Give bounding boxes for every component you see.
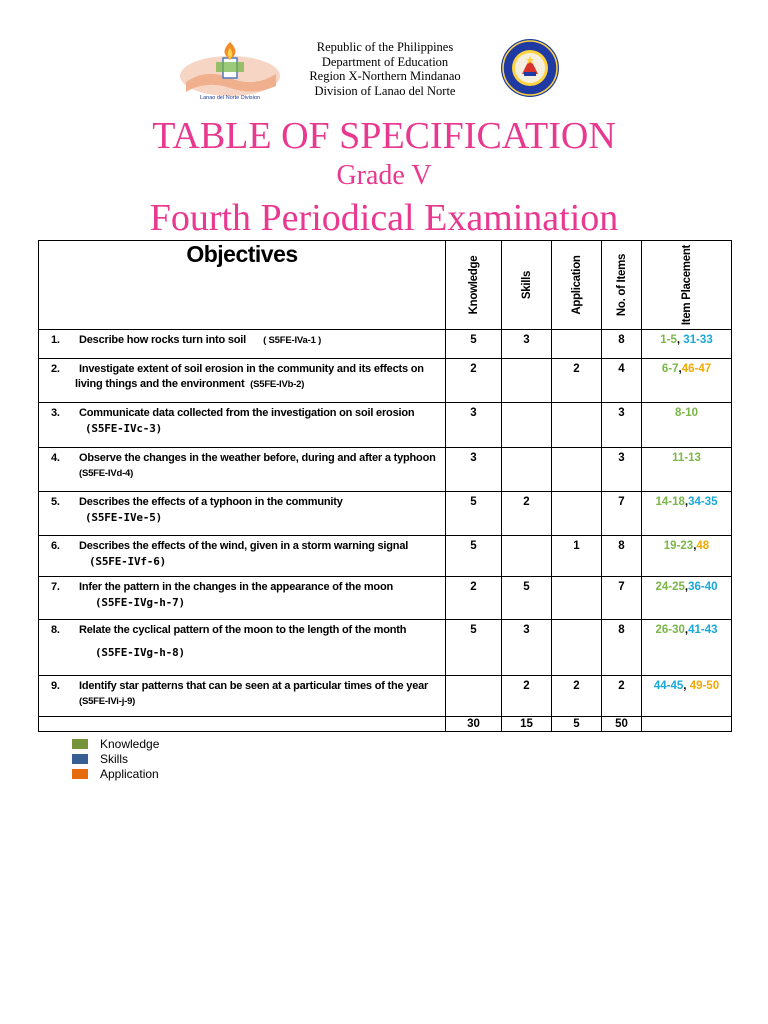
item-placement: 6-7,46-47 bbox=[642, 359, 732, 403]
skills-count bbox=[502, 448, 552, 492]
knowledge-count: 2 bbox=[446, 359, 502, 403]
table-row bbox=[39, 620, 732, 676]
application-total: 5 bbox=[552, 717, 602, 732]
division-logo bbox=[176, 38, 284, 102]
items-count: 4 bbox=[602, 359, 642, 403]
items-count: 3 bbox=[602, 448, 642, 492]
application-count bbox=[552, 577, 602, 620]
table-row bbox=[39, 403, 732, 448]
objective-cell: 2. Investigate extent of soil erosion in the community and its effects on living things and the environment (S5FE-IVb-2) bbox=[39, 359, 446, 403]
application-count: 1 bbox=[552, 536, 602, 577]
legend bbox=[72, 736, 159, 781]
totals-label-cell bbox=[39, 717, 446, 732]
item-placement: 19-23,48 bbox=[642, 536, 732, 577]
placement-total-cell bbox=[642, 717, 732, 732]
skills-count: 2 bbox=[502, 676, 552, 717]
competency-code: (S5FE-IVe-5) bbox=[85, 511, 163, 524]
legend-item bbox=[72, 766, 159, 781]
skills-total: 15 bbox=[502, 717, 552, 732]
legend-swatch-skills bbox=[72, 754, 88, 764]
competency-code: ( S5FE-IVa-1 ) bbox=[263, 335, 322, 346]
skills-count: 2 bbox=[502, 492, 552, 536]
objective-cell: 5. Describes the effects of a typhoon in the community (S5FE-IVe-5) bbox=[39, 492, 446, 536]
objectives-header: Objectives bbox=[39, 241, 446, 330]
legend-item bbox=[72, 751, 159, 766]
header-line: Republic of the Philippines bbox=[316, 40, 454, 54]
svg-text:Lanao del Norte Division: Lanao del Norte Division bbox=[200, 95, 260, 101]
competency-code: (S5FE-IVd-4) bbox=[79, 468, 134, 479]
header-line: Division of Lanao del Norte bbox=[314, 83, 456, 98]
competency-code: (S5FE-IVf-6) bbox=[89, 555, 167, 568]
knowledge-count: 5 bbox=[446, 330, 502, 359]
table-header-row bbox=[39, 241, 732, 330]
objective-cell: 3. Communicate data collected from the investigation on soil erosion (S5FE-IVc-3) bbox=[39, 403, 446, 448]
objective-cell: 8. Relate the cyclical pattern of the moon to the length of the month (S5FE-IVg-h-8) bbox=[39, 620, 446, 676]
skills-count bbox=[502, 359, 552, 403]
application-count bbox=[552, 448, 602, 492]
knowledge-total: 30 bbox=[446, 717, 502, 732]
item-placement: 11-13 bbox=[642, 448, 732, 492]
items-header: No. of Items bbox=[602, 241, 642, 330]
skills-count: 3 bbox=[502, 620, 552, 676]
application-count: 2 bbox=[552, 676, 602, 717]
application-header: Application bbox=[552, 241, 602, 330]
application-count bbox=[552, 403, 602, 448]
knowledge-count: 5 bbox=[446, 620, 502, 676]
objective-cell: 7. Infer the pattern in the changes in the appearance of the moon (S5FE-IVg-h-7) bbox=[39, 577, 446, 620]
item-placement: 14-18,34-35 bbox=[642, 492, 732, 536]
knowledge-count: 3 bbox=[446, 448, 502, 492]
item-placement: 8-10 bbox=[642, 403, 732, 448]
items-count: 2 bbox=[602, 676, 642, 717]
specification-table bbox=[38, 240, 732, 732]
items-count: 7 bbox=[602, 577, 642, 620]
items-total: 50 bbox=[602, 717, 642, 732]
competency-code: (S5FE-IVg-h-8) bbox=[95, 646, 185, 659]
objective-cell: 6. Describes the effects of the wind, given in a storm warning signal (S5FE-IVf-6) bbox=[39, 536, 446, 577]
placement-header: Item Placement bbox=[642, 241, 732, 330]
header-line: Region X-Northern Mindanao bbox=[309, 69, 461, 83]
knowledge-header: Knowledge bbox=[446, 241, 502, 330]
totals-row bbox=[39, 717, 732, 732]
items-count: 8 bbox=[602, 536, 642, 577]
grade-level: Grade V bbox=[336, 160, 432, 191]
skills-header: Skills bbox=[502, 241, 552, 330]
legend-item bbox=[72, 736, 159, 751]
deped-seal bbox=[500, 38, 560, 98]
item-placement: 1-5, 31-33 bbox=[642, 330, 732, 359]
application-count: 2 bbox=[552, 359, 602, 403]
agency-header bbox=[270, 40, 500, 98]
items-count: 8 bbox=[602, 620, 642, 676]
exam-title: Fourth Periodical Examination bbox=[149, 197, 619, 239]
legend-label: Knowledge bbox=[100, 736, 160, 751]
skills-count: 5 bbox=[502, 577, 552, 620]
skills-count bbox=[502, 536, 552, 577]
legend-label: Application bbox=[100, 766, 159, 781]
knowledge-count bbox=[446, 676, 502, 717]
table-row bbox=[39, 676, 732, 717]
knowledge-count: 3 bbox=[446, 403, 502, 448]
item-placement: 24-25,36-40 bbox=[642, 577, 732, 620]
table-row bbox=[39, 577, 732, 620]
item-placement: 44-45, 49-50 bbox=[642, 676, 732, 717]
document-title: TABLE OF SPECIFICATION bbox=[152, 115, 616, 157]
competency-code: (S5FE-IVb-2) bbox=[250, 379, 305, 390]
legend-swatch-knowledge bbox=[72, 739, 88, 749]
knowledge-count: 5 bbox=[446, 536, 502, 577]
table-row bbox=[39, 536, 732, 577]
item-placement: 26-30,41-43 bbox=[642, 620, 732, 676]
legend-label: Skills bbox=[100, 751, 129, 766]
header-line: Department of Education bbox=[321, 54, 449, 69]
table-row bbox=[39, 492, 732, 536]
table-row bbox=[39, 448, 732, 492]
application-count bbox=[552, 330, 602, 359]
knowledge-count: 2 bbox=[446, 577, 502, 620]
items-count: 8 bbox=[602, 330, 642, 359]
objective-cell: 1. Describe how rocks turn into soil ( S5FE-IVa-1 ) bbox=[39, 330, 446, 359]
application-count bbox=[552, 620, 602, 676]
skills-count: 3 bbox=[502, 330, 552, 359]
competency-code: (S5FE-IVc-3) bbox=[85, 422, 163, 435]
skills-count bbox=[502, 403, 552, 448]
items-count: 7 bbox=[602, 492, 642, 536]
competency-code: (S5FE-IVi-j-9) bbox=[79, 696, 136, 707]
legend-swatch-application bbox=[72, 769, 88, 779]
objective-cell: 9. Identify star patterns that can be seen at a particular times of the year (S5FE-IVi-j-9) bbox=[39, 676, 446, 717]
table-row bbox=[39, 330, 732, 359]
knowledge-count: 5 bbox=[446, 492, 502, 536]
application-count bbox=[552, 492, 602, 536]
competency-code: (S5FE-IVg-h-7) bbox=[95, 596, 185, 609]
table-row bbox=[39, 359, 732, 403]
items-count: 3 bbox=[602, 403, 642, 448]
objective-cell: 4. Observe the changes in the weather before, during and after a typhoon (S5FE-IVd-4) bbox=[39, 448, 446, 492]
